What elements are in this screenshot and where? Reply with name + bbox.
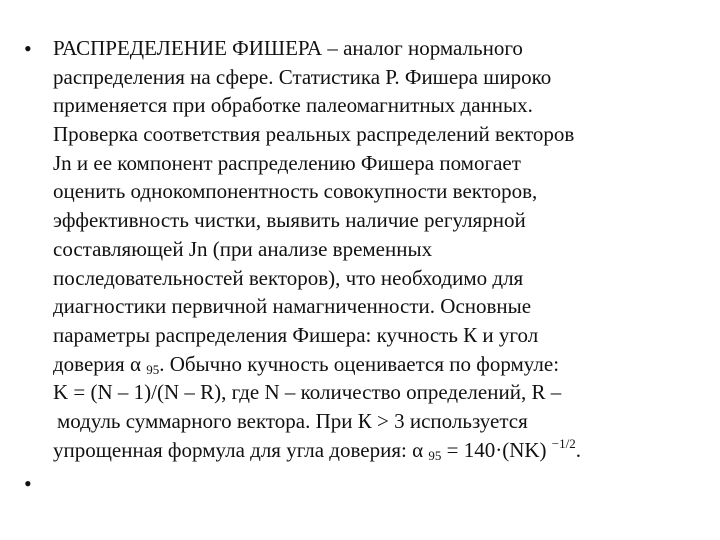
formula-line-alpha95 bbox=[53, 436, 713, 465]
text-line: Проверка соответствия реальных распределений векторов bbox=[53, 122, 575, 147]
text-segment: = 140·(NK) bbox=[441, 437, 552, 462]
text-segment: упрощенная формула для угла доверия: α bbox=[53, 437, 429, 462]
text-line: эффективность чистки, выявить наличие регулярной bbox=[53, 208, 526, 233]
text-line: параметры распределения Фишера: кучность К и угол bbox=[53, 322, 539, 347]
formula-line-k: K = (N – 1)/(N – R), где N – количество определений, R – bbox=[53, 380, 562, 405]
text-line: модуль суммарного вектора. При К > 3 используется bbox=[57, 408, 528, 433]
text-line: диагностики первичной намагниченности. Основные bbox=[53, 294, 532, 319]
bullet-text-fisher-distribution bbox=[53, 34, 713, 464]
text-line: распределения на сфере. Статистика Р. Фишера широко bbox=[53, 64, 552, 89]
text-line: Jn и ее компонент распределению Фишера помогает bbox=[53, 150, 521, 175]
bullet-marker: • bbox=[24, 36, 32, 61]
text-line: оценить однокомпонентность совокупности векторов, bbox=[53, 179, 538, 204]
superscript-exponent: −1/2 bbox=[551, 435, 576, 451]
subscript-95: 95 bbox=[428, 447, 442, 463]
subscript-95: 95 bbox=[146, 361, 160, 377]
text-segment: доверия α bbox=[53, 351, 147, 376]
bullet-marker-empty: • bbox=[24, 471, 32, 496]
text-segment: . bbox=[575, 437, 581, 462]
text-line: применяется при обработке палеомагнитных данных. bbox=[53, 93, 533, 118]
text-line: РАСПРЕДЕЛЕНИЕ ФИШЕРА – аналог нормального bbox=[53, 36, 523, 60]
text-segment: . Обычно кучность оценивается по формуле: bbox=[159, 351, 560, 376]
text-line-alpha95 bbox=[53, 350, 713, 379]
text-line: последовательностей векторов), что необходимо для bbox=[53, 265, 524, 290]
text-line: составляющей Jn (при анализе временных bbox=[53, 236, 433, 261]
